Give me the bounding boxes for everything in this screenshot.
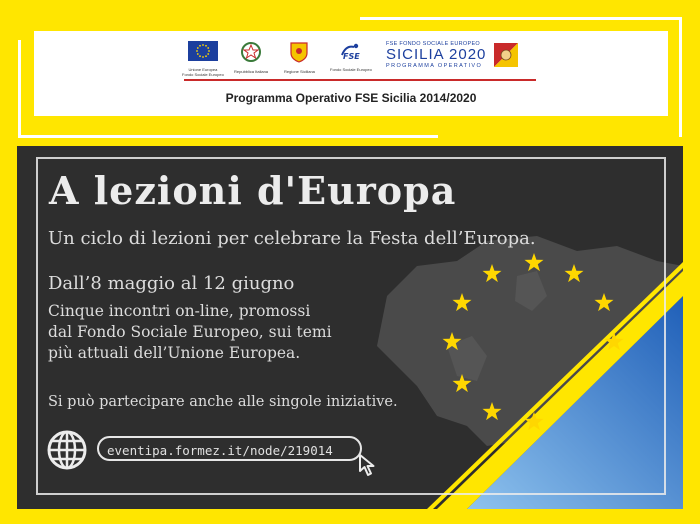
- description-line: più attuali dell’Unione Europea.: [48, 344, 301, 362]
- fse-caption: FSE FONDO SOCIALE EUROPEO: [386, 41, 480, 47]
- chalkboard: [17, 146, 683, 509]
- sicilia-2020-wordmark: SICILIA 2020: [386, 46, 487, 63]
- cursor-arrow-icon: [358, 453, 380, 477]
- banner-title: Programma Operativo FSE Sicilia 2014/2020: [225, 91, 477, 105]
- svg-text:FSE: FSE: [342, 52, 360, 61]
- eu-logo-label: Unione Europea Fondo Sociale Europeo: [182, 67, 224, 77]
- fse-logo-icon: [338, 41, 364, 61]
- description-line: Cinque incontri on-line, promossi: [48, 302, 311, 320]
- sicily-region-label: Regione Siciliana: [284, 69, 315, 74]
- sicilia-flag-icon: [494, 43, 518, 67]
- sponsor-logos: [34, 37, 668, 85]
- date-range: Dall’8 maggio al 12 giugno: [48, 273, 295, 294]
- eu-logo: [182, 41, 224, 77]
- banner-frame-right: [679, 17, 682, 137]
- banner-frame-top: [360, 17, 682, 20]
- page-title: A lezioni d'Europa: [49, 168, 457, 213]
- fse-logo-label: Fondo Sociale Europeo: [330, 67, 372, 72]
- event-url-link[interactable]: eventipa.formez.it/node/219014: [107, 443, 333, 458]
- fse-logo: [330, 41, 372, 72]
- programma-operativo-caption: PROGRAMMA OPERATIVO: [386, 63, 483, 69]
- eu-flag-icon: [188, 41, 218, 61]
- sponsor-banner: [34, 31, 668, 116]
- subtitle: Un ciclo di lezioni per celebrare la Festa dell’Europa.: [48, 228, 536, 249]
- banner-frame-bottom: [18, 135, 438, 138]
- italian-emblem-icon: [240, 41, 262, 63]
- description-line: dal Fondo Sociale Europeo, sui temi: [48, 323, 332, 341]
- sicilia-2020-logo: [386, 41, 486, 69]
- sicilia-flag-logo: [494, 43, 518, 71]
- description: [48, 301, 332, 364]
- banner-frame-left: [18, 40, 21, 138]
- sicily-trinacria-icon: [289, 41, 309, 63]
- italy-logo-label: Repubblica Italiana: [234, 69, 269, 74]
- banner-divider: [184, 79, 536, 81]
- italy-logo: [234, 41, 268, 74]
- participation-note: Si può partecipare anche alle singole iniziative.: [48, 394, 398, 410]
- globe-icon: [45, 428, 89, 472]
- sicily-region-logo: [284, 41, 315, 74]
